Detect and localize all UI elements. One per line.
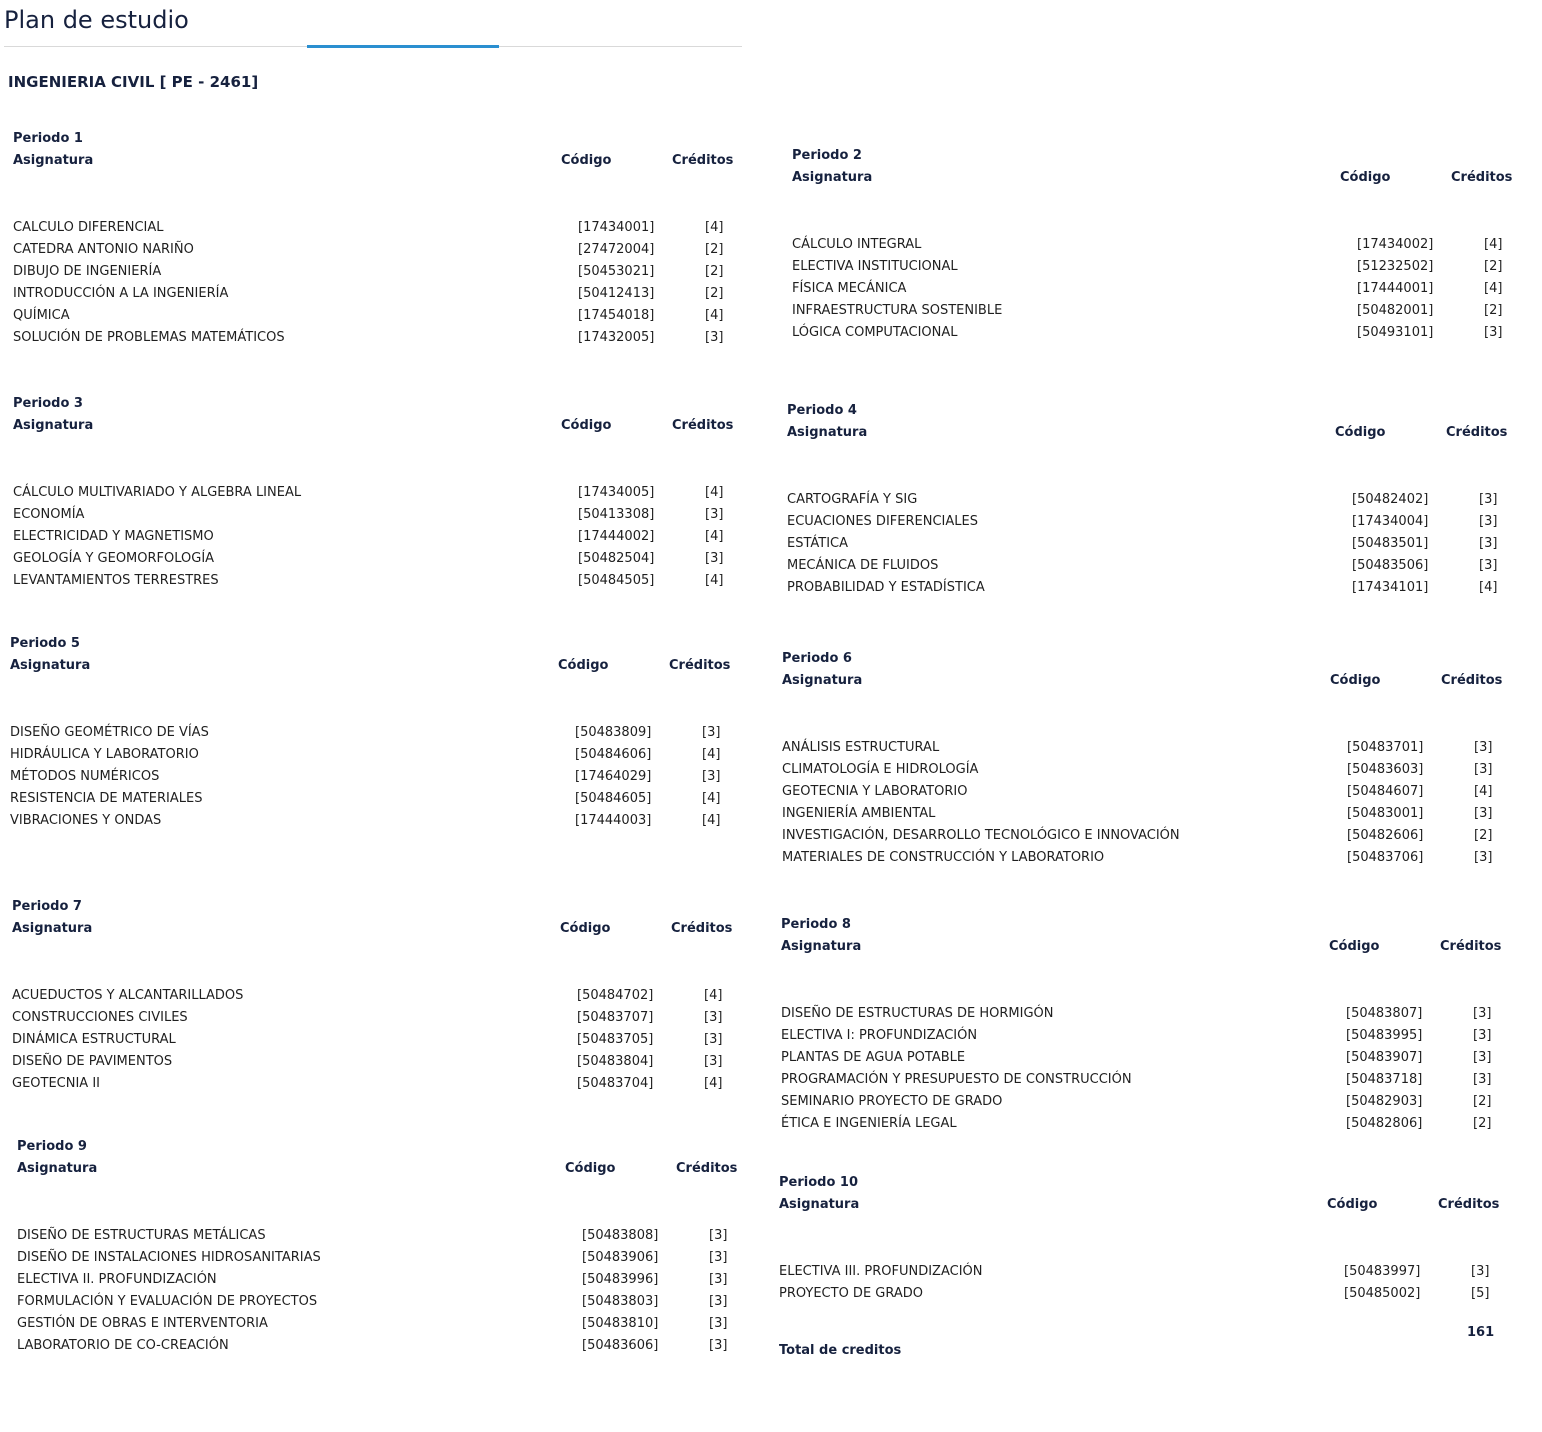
course-credits: [2]: [705, 286, 724, 301]
course-row: [12, 1054, 732, 1076]
course-credits: [4]: [705, 308, 724, 323]
course-code: [50483997]: [1344, 1264, 1421, 1279]
course-code: [50483706]: [1347, 850, 1424, 865]
course-credits: [4]: [704, 1076, 723, 1091]
page-title: Plan de estudio: [4, 6, 189, 34]
column-header-credits: Créditos: [1446, 425, 1508, 440]
course-credits: [3]: [709, 1294, 728, 1309]
course-row: [17, 1294, 737, 1316]
course-row: [787, 492, 1507, 514]
course-row: [10, 813, 730, 835]
course-credits: [3]: [1474, 850, 1493, 865]
period-title: Periodo 4: [787, 403, 857, 418]
column-header-subject: Asignatura: [13, 418, 94, 433]
course-subject: LÓGICA COMPUTACIONAL: [792, 325, 958, 340]
course-credits: [4]: [705, 220, 724, 235]
course-row: [13, 308, 733, 330]
course-credits: [4]: [1484, 281, 1503, 296]
course-subject: LEVANTAMIENTOS TERRESTRES: [13, 573, 219, 588]
course-code: [50483718]: [1346, 1072, 1423, 1087]
course-row: [10, 725, 730, 747]
column-header-subject: Asignatura: [781, 939, 862, 954]
course-subject: DISEÑO GEOMÉTRICO DE VÍAS: [10, 725, 209, 740]
column-header-code: Código: [1330, 673, 1381, 688]
course-credits: [4]: [705, 573, 724, 588]
course-subject: GESTIÓN DE OBRAS E INTERVENTORIA: [17, 1316, 268, 1331]
course-code: [50483501]: [1352, 536, 1429, 551]
course-subject: DISEÑO DE ESTRUCTURAS DE HORMIGÓN: [781, 1006, 1054, 1021]
course-subject: INFRAESTRUCTURA SOSTENIBLE: [792, 303, 1003, 318]
column-header-subject: Asignatura: [10, 658, 91, 673]
course-credits: [2]: [705, 264, 724, 279]
column-header-subject: Asignatura: [782, 673, 863, 688]
course-row: [13, 507, 733, 529]
course-subject: PROBABILIDAD Y ESTADÍSTICA: [787, 580, 985, 595]
course-row: [13, 485, 733, 507]
course-code: [17464029]: [575, 769, 652, 784]
course-row: [13, 242, 733, 264]
course-code: [17434005]: [578, 485, 655, 500]
course-code: [50482606]: [1347, 828, 1424, 843]
course-subject: FORMULACIÓN Y EVALUACIÓN DE PROYECTOS: [17, 1294, 318, 1309]
column-header-code: Código: [1329, 939, 1380, 954]
course-row: [782, 828, 1502, 850]
course-row: [10, 769, 730, 791]
course-code: [50483807]: [1346, 1006, 1423, 1021]
course-code: [17444002]: [578, 529, 655, 544]
course-row: [779, 1264, 1499, 1286]
course-code: [50483603]: [1347, 762, 1424, 777]
course-row: [17, 1338, 737, 1360]
course-credits: [3]: [1474, 762, 1493, 777]
column-header-credits: Créditos: [1441, 673, 1503, 688]
course-list: [779, 1264, 1499, 1308]
course-credits: [2]: [1473, 1116, 1492, 1131]
course-code: [50412413]: [578, 286, 655, 301]
column-header-code: Código: [561, 153, 612, 168]
course-subject: ELECTIVA III. PROFUNDIZACIÓN: [779, 1264, 983, 1279]
course-row: [781, 1094, 1501, 1116]
program-name: INGENIERIA CIVIL [ PE - 2461]: [8, 73, 259, 91]
period-title: Periodo 8: [781, 917, 851, 932]
course-subject: GEOTECNIA II: [12, 1076, 101, 1091]
course-code: [50482402]: [1352, 492, 1429, 507]
course-row: [782, 806, 1502, 828]
column-header-credits: Créditos: [671, 921, 733, 936]
course-code: [50483606]: [582, 1338, 659, 1353]
course-credits: [3]: [704, 1054, 723, 1069]
course-code: [50483704]: [577, 1076, 654, 1091]
course-row: [781, 1006, 1501, 1028]
course-subject: ECONOMÍA: [13, 507, 85, 522]
course-code: [50483906]: [582, 1250, 659, 1265]
course-subject: PLANTAS DE AGUA POTABLE: [781, 1050, 966, 1065]
course-subject: SEMINARIO PROYECTO DE GRADO: [781, 1094, 1003, 1109]
course-list: [13, 485, 733, 595]
course-credits: [2]: [1484, 303, 1503, 318]
course-code: [50483506]: [1352, 558, 1429, 573]
course-row: [12, 1010, 732, 1032]
course-code: [50483810]: [582, 1316, 659, 1331]
course-subject: CARTOGRAFÍA Y SIG: [787, 492, 918, 507]
course-subject: DISEÑO DE INSTALACIONES HIDROSANITARIAS: [17, 1250, 321, 1265]
course-row: [13, 286, 733, 308]
course-code: [50483809]: [575, 725, 652, 740]
course-credits: [3]: [1473, 1028, 1492, 1043]
course-credits: [3]: [702, 769, 721, 784]
course-subject: ÉTICA E INGENIERÍA LEGAL: [781, 1116, 957, 1131]
course-code: [17432005]: [578, 330, 655, 345]
column-header-subject: Asignatura: [787, 425, 868, 440]
course-row: [13, 529, 733, 551]
course-code: [50483907]: [1346, 1050, 1423, 1065]
course-credits: [3]: [709, 1338, 728, 1353]
course-row: [787, 514, 1507, 536]
course-credits: [4]: [702, 813, 721, 828]
course-row: [781, 1072, 1501, 1094]
course-code: [27472004]: [578, 242, 655, 257]
course-subject: MÉTODOS NUMÉRICOS: [10, 769, 160, 784]
course-code: [17434001]: [578, 220, 655, 235]
course-subject: HIDRÁULICA Y LABORATORIO: [10, 747, 199, 762]
period-title: Periodo 2: [792, 148, 862, 163]
column-header-code: Código: [1335, 425, 1386, 440]
column-header-code: Código: [565, 1161, 616, 1176]
course-credits: [4]: [1484, 237, 1503, 252]
course-row: [779, 1286, 1499, 1308]
course-code: [50482504]: [578, 551, 655, 566]
course-list: [782, 740, 1502, 872]
course-subject: DIBUJO DE INGENIERÍA: [13, 264, 162, 279]
course-list: [781, 1006, 1501, 1138]
course-subject: INGENIERÍA AMBIENTAL: [782, 806, 936, 821]
course-row: [17, 1228, 737, 1250]
course-subject: CALCULO DIFERENCIAL: [13, 220, 164, 235]
column-header-credits: Créditos: [672, 153, 734, 168]
course-code: [50413308]: [578, 507, 655, 522]
course-subject: QUÍMICA: [13, 308, 70, 323]
course-credits: [4]: [1479, 580, 1498, 595]
course-code: [50484606]: [575, 747, 652, 762]
course-subject: CÁLCULO MULTIVARIADO Y ALGEBRA LINEAL: [13, 485, 302, 500]
course-list: [787, 492, 1507, 602]
course-subject: DISEÑO DE ESTRUCTURAS METÁLICAS: [17, 1228, 266, 1243]
course-row: [787, 558, 1507, 580]
course-credits: [3]: [704, 1032, 723, 1047]
course-subject: PROGRAMACIÓN Y PRESUPUESTO DE CONSTRUCCIÓN: [781, 1072, 1132, 1087]
period-title: Periodo 6: [782, 651, 852, 666]
course-subject: VIBRACIONES Y ONDAS: [10, 813, 162, 828]
course-code: [50482806]: [1346, 1116, 1423, 1131]
period-title: Periodo 7: [12, 899, 82, 914]
course-subject: CATEDRA ANTONIO NARIÑO: [13, 242, 194, 257]
column-header-credits: Créditos: [1451, 170, 1513, 185]
course-subject: PROYECTO DE GRADO: [779, 1286, 924, 1301]
course-code: [17434004]: [1352, 514, 1429, 529]
course-row: [12, 1076, 732, 1098]
course-row: [17, 1272, 737, 1294]
course-credits: [3]: [709, 1272, 728, 1287]
course-subject: ECUACIONES DIFERENCIALES: [787, 514, 978, 529]
column-header-code: Código: [560, 921, 611, 936]
course-credits: [2]: [705, 242, 724, 257]
course-row: [10, 747, 730, 769]
course-credits: [3]: [705, 330, 724, 345]
course-subject: LABORATORIO DE CO-CREACIÓN: [17, 1338, 229, 1353]
course-list: [792, 237, 1512, 347]
course-code: [50484505]: [578, 573, 655, 588]
period-title: Periodo 5: [10, 636, 80, 651]
course-credits: [2]: [1484, 259, 1503, 274]
column-header-subject: Asignatura: [13, 153, 94, 168]
course-row: [781, 1050, 1501, 1072]
total-credits-label: Total de creditos: [779, 1343, 902, 1358]
course-code: [17444001]: [1357, 281, 1434, 296]
course-subject: ESTÁTICA: [787, 536, 849, 551]
column-header-subject: Asignatura: [17, 1161, 98, 1176]
course-credits: [4]: [705, 485, 724, 500]
course-code: [50483705]: [577, 1032, 654, 1047]
course-row: [782, 762, 1502, 784]
course-code: [50484605]: [575, 791, 652, 806]
course-subject: GEOLOGÍA Y GEOMORFOLOGÍA: [13, 551, 215, 566]
course-code: [17454018]: [578, 308, 655, 323]
course-subject: MATERIALES DE CONSTRUCCIÓN Y LABORATORIO: [782, 850, 1105, 865]
course-code: [50482903]: [1346, 1094, 1423, 1109]
column-header-credits: Créditos: [672, 418, 734, 433]
active-tab-indicator: [307, 45, 499, 48]
course-row: [13, 220, 733, 242]
course-subject: CÁLCULO INTEGRAL: [792, 237, 922, 252]
course-code: [50483808]: [582, 1228, 659, 1243]
course-credits: [3]: [1473, 1050, 1492, 1065]
course-credits: [5]: [1471, 1286, 1490, 1301]
course-credits: [3]: [1479, 492, 1498, 507]
course-row: [782, 850, 1502, 872]
course-row: [792, 259, 1512, 281]
course-credits: [3]: [1473, 1006, 1492, 1021]
course-list: [13, 220, 733, 352]
course-code: [50483001]: [1347, 806, 1424, 821]
course-subject: GEOTECNIA Y LABORATORIO: [782, 784, 968, 799]
course-credits: [3]: [705, 551, 724, 566]
course-credits: [4]: [1474, 784, 1493, 799]
course-row: [13, 264, 733, 286]
course-row: [17, 1316, 737, 1338]
course-subject: ELECTRICIDAD Y MAGNETISMO: [13, 529, 214, 544]
course-credits: [3]: [704, 1010, 723, 1025]
course-subject: ACUEDUCTOS Y ALCANTARILLADOS: [12, 988, 244, 1003]
course-credits: [3]: [1484, 325, 1503, 340]
course-credits: [3]: [705, 507, 724, 522]
course-credits: [2]: [1474, 828, 1493, 843]
column-header-code: Código: [1327, 1197, 1378, 1212]
course-list: [10, 725, 730, 835]
course-code: [17434101]: [1352, 580, 1429, 595]
period-title: Periodo 3: [13, 396, 83, 411]
course-row: [782, 740, 1502, 762]
column-header-credits: Créditos: [669, 658, 731, 673]
column-header-credits: Créditos: [676, 1161, 738, 1176]
course-row: [10, 791, 730, 813]
course-row: [13, 551, 733, 573]
course-code: [50483707]: [577, 1010, 654, 1025]
course-row: [12, 1032, 732, 1054]
course-list: [17, 1228, 737, 1360]
course-subject: INTRODUCCIÓN A LA INGENIERÍA: [13, 286, 229, 301]
column-header-code: Código: [558, 658, 609, 673]
course-code: [50483995]: [1346, 1028, 1423, 1043]
course-row: [13, 573, 733, 595]
course-row: [12, 988, 732, 1010]
course-code: [50484702]: [577, 988, 654, 1003]
column-header-subject: Asignatura: [12, 921, 93, 936]
course-subject: CONSTRUCCIONES CIVILES: [12, 1010, 188, 1025]
course-code: [50483803]: [582, 1294, 659, 1309]
course-credits: [3]: [702, 725, 721, 740]
period-title: Periodo 1: [13, 131, 83, 146]
course-credits: [3]: [1473, 1072, 1492, 1087]
course-row: [17, 1250, 737, 1272]
course-subject: CLIMATOLOGÍA E HIDROLOGÍA: [782, 762, 979, 777]
course-code: [17444003]: [575, 813, 652, 828]
course-credits: [3]: [1474, 740, 1493, 755]
course-credits: [3]: [1471, 1264, 1490, 1279]
course-code: [50483996]: [582, 1272, 659, 1287]
course-list: [12, 988, 732, 1098]
course-row: [792, 325, 1512, 347]
column-header-credits: Créditos: [1440, 939, 1502, 954]
course-credits: [2]: [1473, 1094, 1492, 1109]
course-subject: RESISTENCIA DE MATERIALES: [10, 791, 203, 806]
course-code: [50485002]: [1344, 1286, 1421, 1301]
period-title: Periodo 10: [779, 1175, 858, 1190]
course-subject: ELECTIVA INSTITUCIONAL: [792, 259, 958, 274]
course-row: [787, 580, 1507, 602]
course-credits: [3]: [1479, 536, 1498, 551]
course-credits: [4]: [705, 529, 724, 544]
course-row: [792, 281, 1512, 303]
course-subject: MECÁNICA DE FLUIDOS: [787, 558, 939, 573]
period-title: Periodo 9: [17, 1139, 87, 1154]
course-subject: SOLUCIÓN DE PROBLEMAS MATEMÁTICOS: [13, 330, 285, 345]
course-code: [50484607]: [1347, 784, 1424, 799]
course-credits: [3]: [709, 1316, 728, 1331]
course-code: [17434002]: [1357, 237, 1434, 252]
course-code: [50482001]: [1357, 303, 1434, 318]
course-code: [50453021]: [578, 264, 655, 279]
course-subject: DINÁMICA ESTRUCTURAL: [12, 1032, 176, 1047]
course-credits: [4]: [704, 988, 723, 1003]
course-credits: [3]: [1479, 514, 1498, 529]
column-header-credits: Créditos: [1438, 1197, 1500, 1212]
course-credits: [4]: [702, 747, 721, 762]
column-header-subject: Asignatura: [779, 1197, 860, 1212]
course-subject: ELECTIVA I: PROFUNDIZACIÓN: [781, 1028, 978, 1043]
course-subject: ELECTIVA II. PROFUNDIZACIÓN: [17, 1272, 217, 1287]
course-subject: INVESTIGACIÓN, DESARROLLO TECNOLÓGICO E INNOVACIÓN: [782, 828, 1180, 843]
course-row: [792, 237, 1512, 259]
course-subject: ANÁLISIS ESTRUCTURAL: [782, 740, 940, 755]
course-credits: [3]: [709, 1228, 728, 1243]
course-credits: [3]: [1479, 558, 1498, 573]
course-code: [50483701]: [1347, 740, 1424, 755]
total-credits-value: 161: [1467, 1325, 1495, 1340]
column-header-subject: Asignatura: [792, 170, 873, 185]
column-header-code: Código: [1340, 170, 1391, 185]
course-row: [13, 330, 733, 352]
course-credits: [3]: [1474, 806, 1493, 821]
course-row: [782, 784, 1502, 806]
course-credits: [3]: [709, 1250, 728, 1265]
course-code: [50483804]: [577, 1054, 654, 1069]
course-subject: FÍSICA MECÁNICA: [792, 281, 907, 296]
course-credits: [4]: [702, 791, 721, 806]
course-row: [787, 536, 1507, 558]
course-code: [51232502]: [1357, 259, 1434, 274]
course-subject: DISEÑO DE PAVIMENTOS: [12, 1054, 173, 1069]
course-row: [781, 1116, 1501, 1138]
course-row: [781, 1028, 1501, 1050]
course-code: [50493101]: [1357, 325, 1434, 340]
column-header-code: Código: [561, 418, 612, 433]
course-row: [792, 303, 1512, 325]
